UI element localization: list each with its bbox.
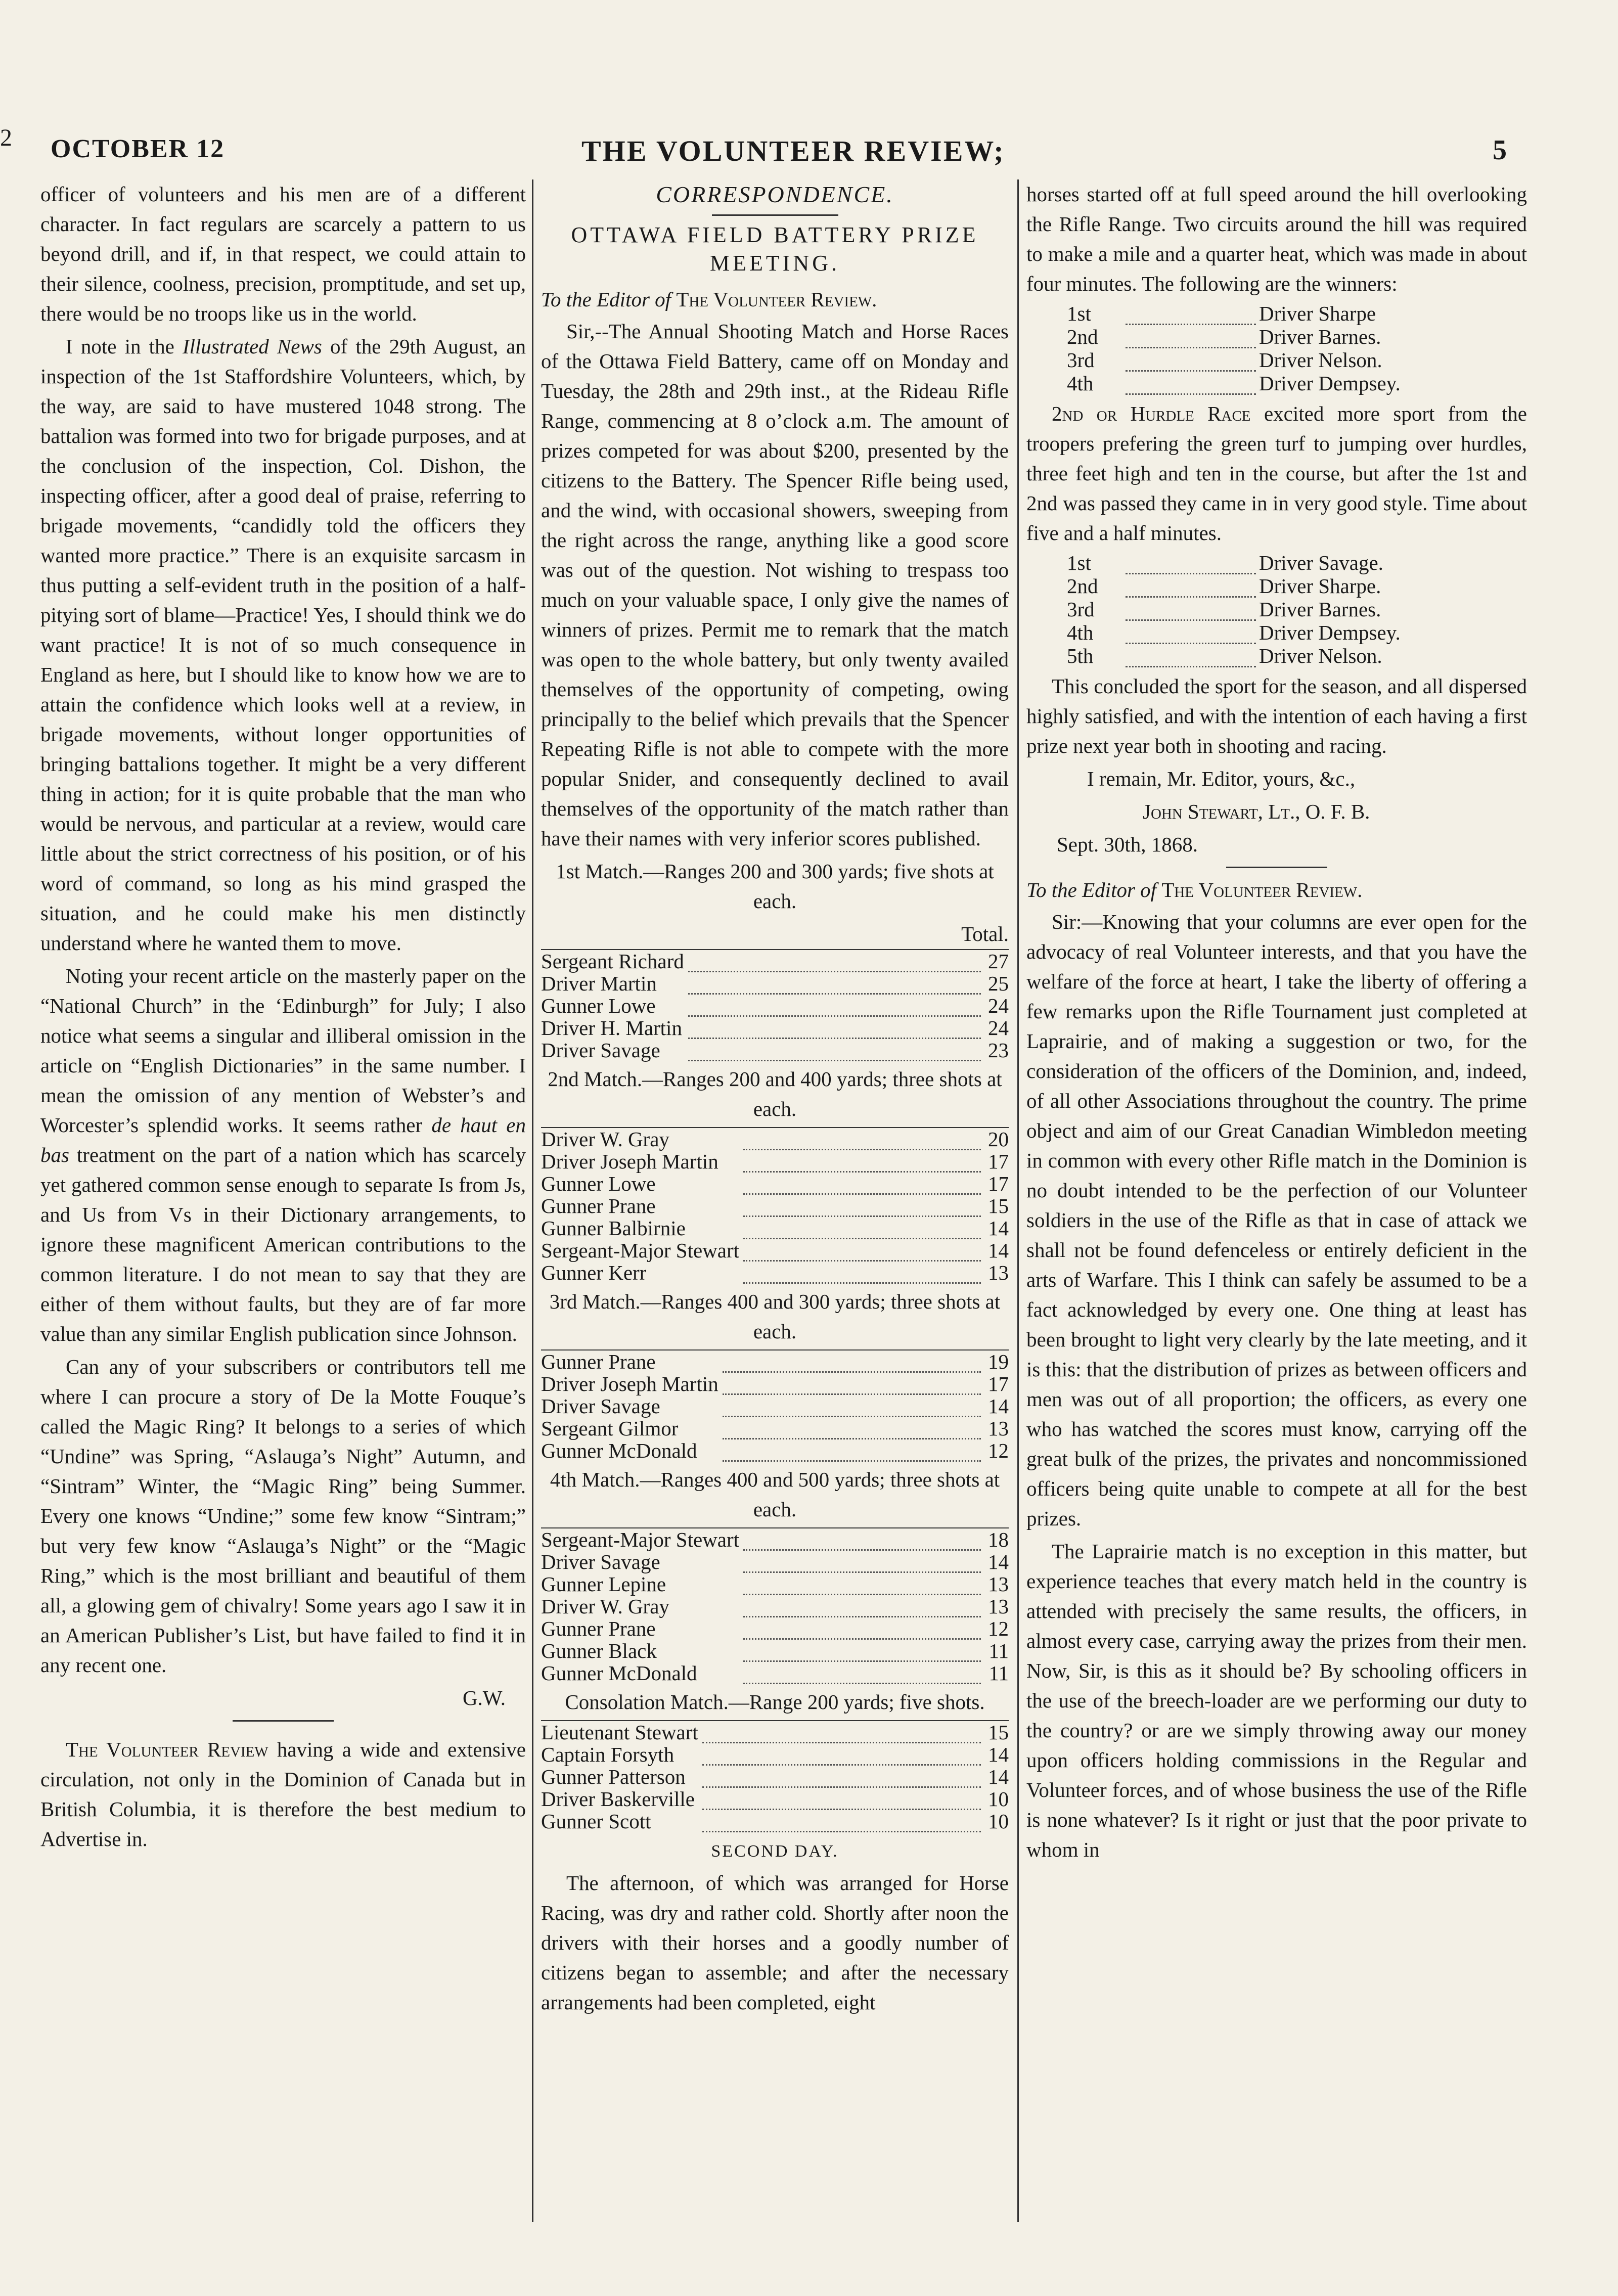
- leader-dots: [684, 1017, 985, 1039]
- score-row: [541, 1743, 1009, 1766]
- score-value: 10: [988, 1810, 1009, 1833]
- score-table: [541, 1127, 1009, 1284]
- race-row: [1067, 644, 1451, 667]
- addressee-name: The Volunteer Review.: [1161, 878, 1363, 902]
- leader-dots: [739, 1128, 985, 1150]
- letter-body: Sir,--The Annual Shooting Match and Horse Races of the Ottawa Field Battery, came off on Monday and Tuesday, the 28th and 29th inst., at the Rideau Rifle Range, commencing at 8 o’clock a.m. The amount of prizes competed for was about $200, presented by the citizens to the Battery. The Spencer Rifle being used, and the wind, with occasional showers, sweeping from the right across the range, anything like a good score was out of the question. Not wishing to trespass too much on your valuable space, I only give the names of winners of prizes. Permit me to remark that the match was open to the whole battery, but only twenty availed themselves of the opportunity of competing, owing principally to the belief which prevails that the Spencer Repeating Rifle is not able to compete with the more popular Snider, and consequently declined to avail themselves of the opportunity of the match rather than have their names with very inferior scores published.: [541, 320, 1009, 850]
- score-value: 13: [988, 1417, 1009, 1440]
- score-row: [541, 1239, 1009, 1262]
- divider: [233, 1720, 334, 1722]
- race-row: [1067, 325, 1451, 348]
- race-place: 5th: [1067, 644, 1094, 667]
- leader-dots: [698, 1743, 985, 1766]
- text-run: treatment on the part of a nation which has scarcely yet gathered common sense enough to separate Is from Js, and Us from Vs in their Dictionary arrangements, to ignore these magnificent American contributions to the common literature. I do not mean to say that they are either of them without faults, but they are of far more value than any similar English publication since Johnson.: [40, 1143, 526, 1345]
- score-value: 11: [988, 1661, 1009, 1685]
- race-winner: Driver Barnes.: [1259, 598, 1381, 621]
- leader-dots: [698, 1721, 985, 1743]
- race-row: [1067, 551, 1451, 574]
- column-right: [1026, 179, 1527, 1868]
- column-divider: [532, 179, 533, 2222]
- leader-dots: [718, 1395, 985, 1417]
- text-run: of the 29th August, an inspection of the 1st Staffordshire Volunteers, which, by the way, are said to have mustered 1048 strong. The battalion was formed into two for brigade purposes, and at the conclusion of the inspection, Col. Dishon, the inspecting officer, after a good deal of praise, referring to brigade movements, “candidly told the officers they wanted more practice.” There is an exquisite sarcasm in thus putting a self-evident truth in the position of a half-pitying sort of blame—Practice! Yes, I should think we do want practice! It is not of so much consequence in England as here, but I should like to know how we are to attain the confidence which looks well at a review, in brigade movements, without longer opportunities of bringing battalions together. It might be a very different thing in action; for it is quite probable that the man who would be nervous, and particular at a review, would care little about the strict correctness of his position, or of his word of command, so long as his mind grasped the situation, and he could make his men distinctly understand where he wanted them to move.: [40, 335, 526, 955]
- addressee: [541, 285, 1009, 314]
- score-value: 18: [988, 1528, 1009, 1551]
- competitor-name: Gunner Lowe: [541, 994, 656, 1017]
- match-title: 3rd Match.—Ranges 400 and 300 yards; three shots at each.: [549, 1290, 1001, 1343]
- score-row: [541, 1617, 1009, 1640]
- leader-dots: [1122, 598, 1259, 621]
- column-middle: [541, 179, 1009, 2020]
- signature: G.W.: [462, 1686, 506, 1709]
- score-row: [541, 1595, 1009, 1617]
- score-value: 15: [988, 1194, 1009, 1218]
- race-winner: Driver Barnes.: [1259, 325, 1381, 348]
- score-row: [541, 1528, 1009, 1551]
- score-table: [541, 1720, 1009, 1832]
- text-run: I note in the: [66, 335, 183, 358]
- total-column-label: Total.: [961, 922, 1009, 946]
- score-value: 12: [988, 1439, 1009, 1462]
- score-row: [541, 1810, 1009, 1832]
- race-winner: Driver Savage.: [1259, 551, 1383, 574]
- race-place: 4th: [1067, 621, 1094, 644]
- text-run: To the Editor of: [541, 288, 677, 311]
- competitor-name: Gunner Prane: [541, 1350, 656, 1373]
- race-winner: Driver Dempsey.: [1259, 621, 1401, 644]
- paragraph: horses started off at full speed around the hill overlooking the Rifle Range. Two circuits around the hill was required to make a mile and a quarter heat, which was made in about four minutes. The following are the winners:: [1026, 183, 1527, 295]
- score-row: [541, 1039, 1009, 1061]
- score-value: 11: [988, 1639, 1009, 1662]
- race-results: [1067, 302, 1451, 395]
- race-winner: Driver Sharpe: [1259, 302, 1376, 325]
- match-title: 4th Match.—Ranges 400 and 500 yards; three shots at each.: [550, 1468, 1000, 1521]
- addressee-name: The Volunteer Review.: [676, 288, 877, 311]
- competitor-name: Gunner McDonald: [541, 1439, 697, 1462]
- score-row: [541, 1350, 1009, 1373]
- race-row: [1067, 574, 1451, 598]
- leader-dots: [739, 1195, 985, 1217]
- competitor-name: Gunner Patterson: [541, 1765, 686, 1788]
- competitor-name: Gunner Black: [541, 1639, 657, 1662]
- score-row: [541, 1262, 1009, 1284]
- paragraph: Can any of your subscribers or contributors tell me where I can procure a story of De la Motte Fouque’s called the Magic Ring? It belongs to a series of which “Undine” was Spring, “Aslauga’s Night” Autumn, and “Sintram” Winter, the “Magic Ring” being Summer. Every one knows “Undine;” some few know “Sintram;” but very few know “Aslauga’s Night” or the “Magic Ring,” which is the most brilliant and beautiful of them all, a glowing gem of chivalry! Some years ago I saw it in an American Publisher’s List, but have failed to find it in any recent one.: [40, 1355, 526, 1677]
- leader-dots: [1122, 551, 1259, 574]
- match-title: 1st Match.—Ranges 200 and 300 yards; five shots at each.: [556, 860, 994, 913]
- leader-dots: [739, 1573, 985, 1595]
- competitor-name: Gunner Kerr: [541, 1261, 647, 1284]
- leader-dots: [684, 972, 985, 995]
- score-row: [541, 1640, 1009, 1662]
- page-header: [40, 129, 1507, 174]
- race-winner: Driver Nelson.: [1259, 644, 1382, 667]
- competitor-name: Gunner Scott: [541, 1810, 651, 1833]
- leader-dots: [739, 1239, 985, 1262]
- divider: [712, 214, 838, 216]
- paragraph: [40, 961, 526, 1349]
- competitor-name: Driver W. Gray: [541, 1595, 669, 1618]
- score-value: 27: [988, 950, 1009, 973]
- competitor-name: Driver Savage: [541, 1550, 660, 1573]
- race-row: [1067, 302, 1451, 325]
- score-row: [541, 1573, 1009, 1595]
- score-row: [541, 1766, 1009, 1788]
- competitor-name: Driver H. Martin: [541, 1016, 682, 1040]
- score-value: 25: [988, 972, 1009, 995]
- competitor-name: Sergeant Richard: [541, 950, 684, 973]
- text-run: To the Editor of: [1026, 878, 1162, 902]
- leader-dots: [698, 1766, 985, 1788]
- leader-dots: [698, 1810, 985, 1832]
- competitor-name: Sergeant-Major Stewart: [541, 1528, 740, 1551]
- leader-dots: [739, 1217, 985, 1239]
- score-row: [541, 1417, 1009, 1439]
- score-row: [541, 972, 1009, 995]
- letter-body: Sir:—Knowing that your columns are ever open for the advocacy of real Volunteer interests, and that you have the welfare of the force at heart, I take the liberty of offering a few remarks upon the Rifle Tournament just completed at Laprairie, and of making a suggestion or two, for the consideration of the officers of the Dominion, and, indeed, of all other Associations throughout the country. The prime object and aim of our Great Canadian Wimbledon meeting in common with every other Rifle match in the Dominion is no doubt intended to be the perfection of our Volunteer soldiers in the use of the Rifle as that in case of attack we shall not be found defenceless or entirely deficient in the arts of Warfare. This I think can safely be assumed to be a fact acknowledged by every one. One thing at least has been brought to light very clearly by the late meeting, and it is this: that the distribution of prizes as between officers and men was out of all proportion; the officers, as every one who has watched the scores must know, carrying off the great bulk of the prizes, the privates and noncommissioned officers being quite unable to compete at all for the best prizes.: [1026, 910, 1527, 1530]
- leader-dots: [739, 1150, 985, 1173]
- competitor-name: Gunner Lowe: [541, 1172, 656, 1195]
- competitor-name: Driver Martin: [541, 972, 657, 995]
- leader-dots: [739, 1551, 985, 1573]
- publication-title: Illustrated News: [182, 335, 322, 358]
- letter-date: Sept. 30th, 1868.: [1057, 833, 1198, 856]
- leader-dots: [1122, 302, 1259, 325]
- competitor-name: Gunner Lepine: [541, 1572, 666, 1596]
- competitor-name: Driver Joseph Martin: [541, 1150, 718, 1173]
- score-value: 17: [988, 1372, 1009, 1395]
- score-row: [541, 1551, 1009, 1573]
- subheading: SECOND DAY.: [711, 1842, 839, 1861]
- column-left: [40, 179, 526, 1857]
- promo-lead: The Volunteer Review: [66, 1738, 268, 1761]
- competitor-name: Driver Joseph Martin: [541, 1372, 718, 1395]
- race-row: [1067, 348, 1451, 372]
- leader-dots: [1122, 621, 1259, 644]
- race-place: 2nd: [1067, 574, 1098, 598]
- leader-dots: [1122, 372, 1259, 395]
- score-table: [541, 1527, 1009, 1684]
- score-value: 14: [988, 1217, 1009, 1240]
- score-table: [541, 1349, 1009, 1462]
- race-place: 3rd: [1067, 598, 1095, 621]
- score-row: [541, 1217, 1009, 1239]
- score-row: [541, 1788, 1009, 1810]
- competitor-name: Driver Baskerville: [541, 1787, 695, 1811]
- score-value: 24: [988, 994, 1009, 1017]
- match-title: Consolation Match.—Range 200 yards; five shots.: [565, 1690, 985, 1714]
- leader-dots: [739, 1640, 985, 1662]
- leader-dots: [684, 950, 985, 972]
- score-value: 24: [988, 1016, 1009, 1040]
- leader-dots: [1122, 325, 1259, 348]
- score-row: [541, 1395, 1009, 1417]
- italic-phrase: de haut en bas: [40, 1113, 526, 1166]
- paragraph: [40, 332, 526, 958]
- race-winner: Driver Sharpe.: [1259, 574, 1381, 598]
- text-run: excited more sport from the troopers prefering the green turf to jumping over hurdles, three feet high and ten in the course, but after the 1st and 2nd was passed they came in in very good style. Time about five and a half minutes.: [1026, 402, 1527, 545]
- score-value: 20: [988, 1128, 1009, 1151]
- addressee: [1026, 875, 1527, 905]
- score-value: 14: [988, 1765, 1009, 1788]
- paragraph: This concluded the sport for the season, and all dispersed highly satisfied, and with the intention of each having a first prize next year both in shooting and racing.: [1026, 674, 1527, 757]
- score-value: 13: [988, 1595, 1009, 1618]
- race-row: [1067, 598, 1451, 621]
- text-run: Noting your recent article on the masterly paper on the “National Church” in the ‘Edinburgh” for July; I also notice what seems a singular and illiberal omission in the article on “English Dictionaries” in the same number. I mean the omission of any mention of Webster’s and Worcester’s splendid works. It seems rather: [40, 964, 526, 1137]
- score-row: [541, 995, 1009, 1017]
- race-title: 2nd or Hurdle Race: [1052, 402, 1251, 425]
- score-value: 14: [988, 1550, 1009, 1573]
- leader-dots: [718, 1350, 985, 1373]
- leader-dots: [684, 1039, 985, 1061]
- race-place: 1st: [1067, 302, 1091, 325]
- paragraph: [1026, 399, 1527, 548]
- competitor-name: Lieutenant Stewart: [541, 1721, 698, 1744]
- score-value: 17: [988, 1172, 1009, 1195]
- paragraph: The Laprairie match is no exception in this matter, but experience teaches that every match held in the country is attended with precisely the same results, the officers, in almost every case, carrying away the prizes from their men. Now, Sir, is this as it should be? By schooling officers in the use of the breech-loader are we performing our duty to the country? or are we simply throwing away our money upon officers holding commissions in the Regular and Volunteer forces, and of whose business the use of the Rifle is none whatever? Is it right or just that the poor private to whom in: [1026, 1540, 1527, 1861]
- section-title: CORRESPONDENCE.: [656, 182, 894, 207]
- score-row: [541, 1721, 1009, 1743]
- race-place: 4th: [1067, 372, 1094, 395]
- leader-dots: [1122, 348, 1259, 372]
- competitor-name: Gunner McDonald: [541, 1661, 697, 1685]
- leader-dots: [1122, 574, 1259, 598]
- competitor-name: Driver Savage: [541, 1039, 660, 1062]
- leader-dots: [698, 1788, 985, 1810]
- competitor-name: Driver W. Gray: [541, 1128, 669, 1151]
- score-row: [541, 1150, 1009, 1173]
- score-value: 17: [988, 1150, 1009, 1173]
- competitor-name: Sergeant Gilmor: [541, 1417, 679, 1440]
- paragraph: officer of volunteers and his men are of a different character. In fact regulars are scarcely a pattern to us beyond drill, and if, in that respect, we could attain to their silence, coolness, precision, promptitude, and set up, there would be no troops like us in the world.: [40, 183, 526, 325]
- leader-dots: [739, 1262, 985, 1284]
- advertisement-notice: [40, 1735, 526, 1854]
- race-place: 3rd: [1067, 348, 1095, 372]
- competitor-name: Gunner Balbirnie: [541, 1217, 686, 1240]
- race-place: 1st: [1067, 551, 1091, 574]
- score-row: [541, 1439, 1009, 1462]
- column-divider: [1017, 179, 1019, 2222]
- race-winner: Driver Nelson.: [1259, 348, 1382, 372]
- score-row: [541, 1373, 1009, 1395]
- race-place: 2nd: [1067, 325, 1098, 348]
- divider: [1226, 867, 1327, 868]
- competitor-name: Driver Savage: [541, 1394, 660, 1418]
- leader-dots: [739, 1595, 985, 1617]
- score-row: [541, 1173, 1009, 1195]
- score-value: 14: [988, 1239, 1009, 1262]
- score-value: 13: [988, 1261, 1009, 1284]
- score-table: [541, 949, 1009, 1061]
- paragraph: The afternoon, of which was arranged for Horse Racing, was dry and rather cold. Shortly after noon the drivers with their horses and a goodly number of citizens began to assemble; and after the necessary arrangements had been completed, eight: [541, 1871, 1009, 2014]
- race-row: [1067, 621, 1451, 644]
- score-value: 12: [988, 1617, 1009, 1640]
- competitor-name: Captain Forsyth: [541, 1743, 675, 1766]
- score-value: 14: [988, 1743, 1009, 1766]
- leader-dots: [718, 1439, 985, 1462]
- page-number: 5: [1493, 134, 1507, 166]
- article-headline: OTTAWA FIELD BATTERY PRIZE MEETING.: [571, 222, 979, 276]
- race-row: [1067, 372, 1451, 395]
- race-winner: Driver Dempsey.: [1259, 372, 1401, 395]
- match-results: [541, 857, 1009, 1832]
- race-results: [1067, 551, 1451, 667]
- newspaper-title: THE VOLUNTEER REVIEW;: [581, 134, 1005, 167]
- score-row: [541, 1662, 1009, 1684]
- leader-dots: [1122, 644, 1259, 667]
- competitor-name: Gunner Prane: [541, 1194, 656, 1218]
- header-date: OCTOBER 12: [51, 134, 225, 163]
- leader-dots: [739, 1173, 985, 1195]
- match-title: 2nd Match.—Ranges 200 and 400 yards; three shots at each.: [548, 1067, 1002, 1120]
- leader-dots: [739, 1617, 985, 1640]
- leader-dots: [718, 1417, 985, 1439]
- competitor-name: Sergeant-Major Stewart: [541, 1239, 740, 1262]
- score-row: [541, 1128, 1009, 1150]
- score-value: 14: [988, 1394, 1009, 1418]
- score-value: 10: [988, 1787, 1009, 1811]
- leader-dots: [739, 1528, 985, 1551]
- score-value: 15: [988, 1721, 1009, 1744]
- score-row: [541, 1195, 1009, 1217]
- closing: I remain, Mr. Editor, yours, &c.,: [1087, 767, 1356, 790]
- score-row: [541, 950, 1009, 972]
- score-value: 23: [988, 1039, 1009, 1062]
- score-row: [541, 1017, 1009, 1039]
- margin-mark: 2: [0, 124, 12, 151]
- text-run: having a wide and extensive circulation, not only in the Dominion of Canada but in British Columbia, it is therefore the best medium to Advertise in.: [40, 1738, 526, 1851]
- signature: John Stewart, Lt., O. F. B.: [1143, 800, 1370, 823]
- score-value: 13: [988, 1572, 1009, 1596]
- leader-dots: [739, 1662, 985, 1684]
- leader-dots: [718, 1373, 985, 1395]
- leader-dots: [684, 995, 985, 1017]
- competitor-name: Gunner Prane: [541, 1617, 656, 1640]
- score-value: 19: [988, 1350, 1009, 1373]
